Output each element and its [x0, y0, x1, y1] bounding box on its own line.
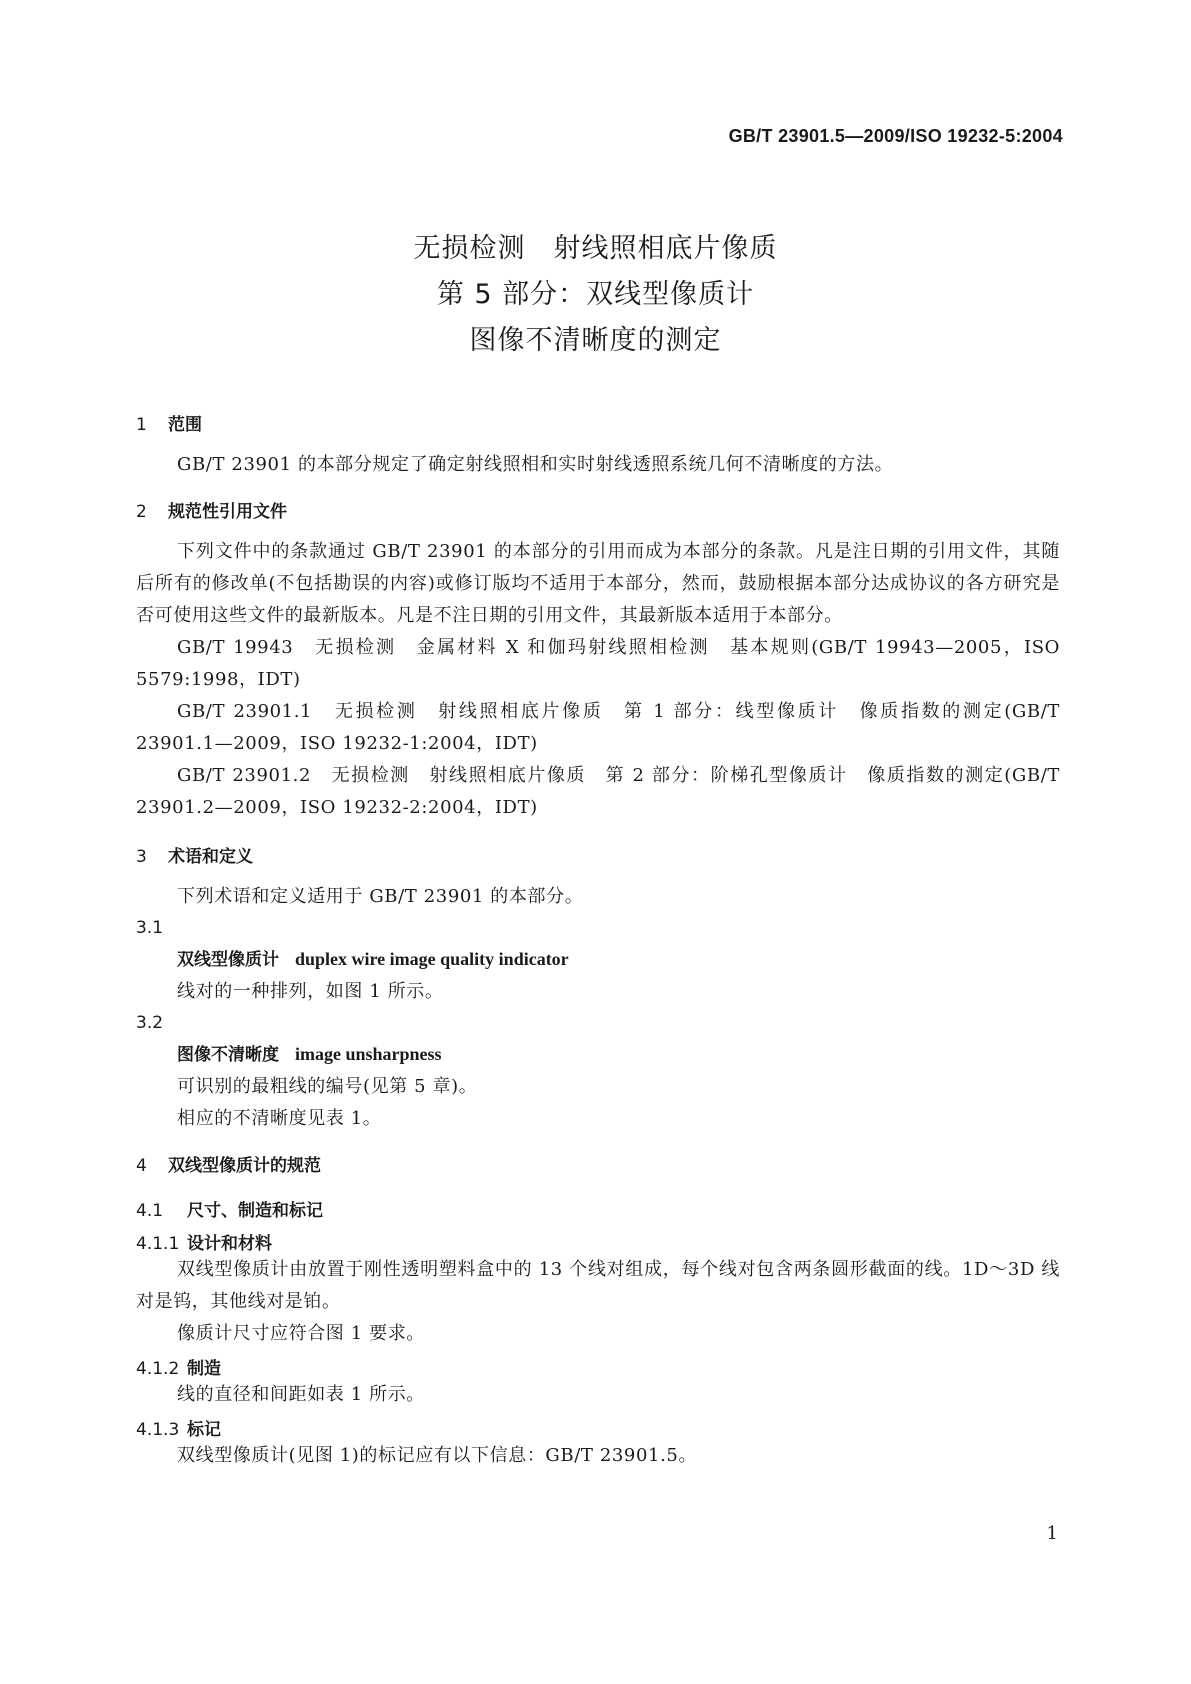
section-number: 4.1.1 — [136, 1234, 180, 1254]
normative-reference: GB/T 23901.1 无损检测 射线照相底片像质 第 1 部分：线型像质计 像质指数的测定(GB/T 23901.1—2009，ISO 19232-1:2004，IDT) — [136, 701, 1060, 754]
section-title: 制造 — [187, 1359, 221, 1379]
section-title: 双线型像质计的规范 — [168, 1156, 321, 1176]
section-title: 尺寸、制造和标记 — [187, 1201, 323, 1221]
paragraph: 下列文件中的条款通过 GB/T 23901 的本部分的引用而成为本部分的条款。凡是注日期的引用文件，其随后所有的修改单(不包括勘误的内容)或修订版均不适用于本部分，然而，鼓励根据本部分达成协议的各方研究是否可使用这些文件的最新版本。凡是不注日期的引用文件，其最新版本适用于本部分。 — [136, 541, 1060, 626]
section-number: 4.1.3 — [136, 1420, 180, 1440]
section-title: 范围 — [168, 415, 202, 435]
term-en: image unsharpness — [295, 1044, 442, 1064]
term-definition: 可识别的最粗线的编号(见第 5 章)。 — [177, 1076, 478, 1097]
paragraph: 双线型像质计(见图 1)的标记应有以下信息：GB/T 23901.5。 — [177, 1445, 698, 1466]
subsection-4-1-3-heading — [136, 1415, 1060, 1440]
paragraph: 像质计尺寸应符合图 1 要求。 — [177, 1323, 425, 1344]
section-number: 3 — [136, 847, 147, 867]
title-line-3: 图像不清晰度的测定 — [469, 325, 722, 356]
title-line-2: 第 5 部分：双线型像质计 — [436, 279, 755, 310]
term-en: duplex wire image quality indicator — [295, 949, 569, 969]
section-title: 标记 — [187, 1420, 221, 1440]
document-title — [0, 226, 1191, 364]
title-line-1: 无损检测 射线照相底片像质 — [413, 233, 778, 264]
section-4-heading — [136, 1151, 1060, 1176]
paragraph: GB/T 23901 的本部分规定了确定射线照相和实时射线透照系统几何不清晰度的方法。 — [177, 454, 894, 475]
standard-code: GB/T 23901.5—2009/ISO 19232-5:2004 — [728, 126, 1063, 146]
section-title: 规范性引用文件 — [168, 502, 287, 522]
term-definition: 线对的一种排列，如图 1 所示。 — [177, 981, 444, 1002]
section-1-heading — [136, 410, 1060, 435]
section-title: 设计和材料 — [187, 1234, 272, 1254]
term-number: 3.2 — [136, 1013, 164, 1033]
paragraph: 线的直径和间距如表 1 所示。 — [177, 1384, 425, 1405]
term-number: 3.1 — [136, 918, 164, 938]
section-number: 4.1.2 — [136, 1359, 180, 1379]
subsection-4-1-2-heading — [136, 1354, 1060, 1379]
subsection-4-1-1-heading — [136, 1229, 1060, 1254]
paragraph: 下列术语和定义适用于 GB/T 23901 的本部分。 — [177, 886, 584, 907]
document-body — [136, 410, 1060, 1472]
page-number: 1 — [1046, 1523, 1058, 1544]
subsection-4-1-heading — [136, 1196, 1060, 1221]
section-number: 2 — [136, 502, 147, 522]
term-note: 相应的不清晰度见表 1。 — [177, 1108, 382, 1129]
section-number: 1 — [136, 415, 147, 435]
section-number: 4 — [136, 1156, 147, 1176]
term-cn: 双线型像质计 — [177, 950, 279, 970]
term-entry — [136, 1038, 1060, 1071]
section-2-heading — [136, 497, 1060, 522]
section-title: 术语和定义 — [168, 847, 253, 867]
paragraph: 双线型像质计由放置于刚性透明塑料盒中的 13 个线对组成，每个线对包含两条圆形截面的线。1D～3D 线对是钨，其他线对是铂。 — [136, 1259, 1060, 1312]
term-entry — [136, 943, 1060, 976]
normative-reference: GB/T 23901.2 无损检测 射线照相底片像质 第 2 部分：阶梯孔型像质计 像质指数的测定(GB/T 23901.2—2009，ISO 19232-2:2004，IDT) — [136, 765, 1060, 818]
section-number: 4.1 — [136, 1201, 164, 1221]
section-3-heading — [136, 842, 1060, 867]
term-cn: 图像不清晰度 — [177, 1045, 279, 1065]
normative-reference: GB/T 19943 无损检测 金属材料 X 和伽玛射线照相检测 基本规则(GB/T 19943—2005，ISO 5579:1998，IDT) — [136, 637, 1060, 690]
